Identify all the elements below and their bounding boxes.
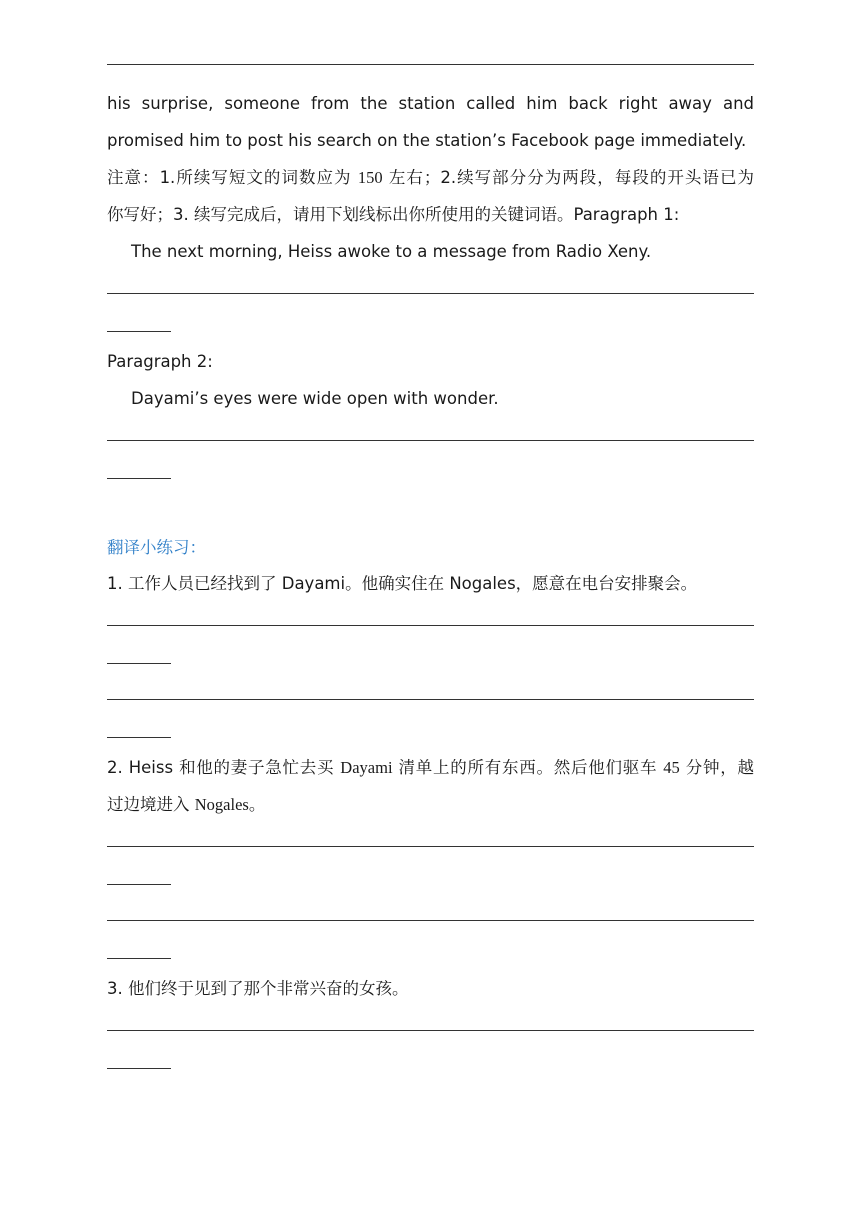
- answer-line-end[interactable]: [107, 663, 171, 664]
- answer-line-end[interactable]: [107, 884, 171, 885]
- translation-question-1: 1. 工作人员已经找到了 Dayami。他确实住在 Nogales，愿意在电台安排聚会。: [107, 574, 698, 593]
- paragraph2-opening: Dayami’s eyes were wide open with wonder.: [131, 389, 499, 408]
- answer-line-end[interactable]: [107, 958, 171, 959]
- paragraph1-opening: The next morning, Heiss awoke to a message from Radio Xeny.: [131, 242, 652, 261]
- story-text-line-2: promised him to post his search on the station’s Facebook page immediately.: [107, 131, 747, 150]
- answer-line-end[interactable]: [107, 1068, 171, 1069]
- answer-line-end[interactable]: [107, 331, 171, 332]
- answer-line[interactable]: [107, 1030, 754, 1031]
- answer-line[interactable]: [107, 440, 754, 441]
- top-rule: [107, 64, 754, 65]
- translation-title: 翻译小练习：: [107, 538, 206, 557]
- paragraph2-label: Paragraph 2:: [107, 352, 213, 371]
- translation-question-2-line-1: 2. Heiss 和他的妻子急忙去买 Dayami 清单上的所有东西。然后他们驱车 45 分钟，越: [107, 758, 754, 777]
- answer-line[interactable]: [107, 625, 754, 626]
- story-text-line-1: his surprise, someone from the station called him back right away and: [107, 94, 754, 113]
- notes-line-2: 你写好；3. 续写完成后，请用下划线标出你所使用的关键词语。Paragraph 1:: [107, 205, 680, 224]
- translation-question-2-line-2: 过边境进入 Nogales。: [107, 795, 266, 814]
- answer-line[interactable]: [107, 293, 754, 294]
- answer-line-end[interactable]: [107, 737, 171, 738]
- notes-line-1: 注意：1.所续写短文的词数应为 150 左右；2.续写部分分为两段，每段的开头语已为: [107, 168, 754, 187]
- translation-question-3: 3. 他们终于见到了那个非常兴奋的女孩。: [107, 979, 409, 998]
- answer-line[interactable]: [107, 699, 754, 700]
- answer-line-end[interactable]: [107, 478, 171, 479]
- answer-line[interactable]: [107, 846, 754, 847]
- answer-line[interactable]: [107, 920, 754, 921]
